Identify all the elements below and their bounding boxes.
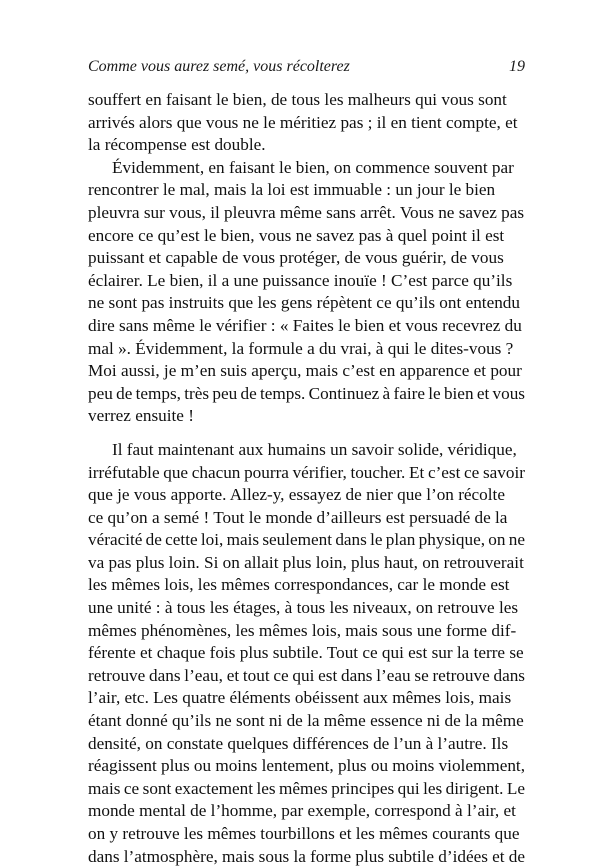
text-line: une unité : à tous les étages, à tous les niveaux, on retrouve les — [88, 598, 519, 618]
paragraph — [88, 89, 525, 157]
text-line: mais ce sont exactement les mêmes principes qui les dirigent. Le — [88, 778, 525, 798]
text-line: ne sont pas instruits que les gens répètent ce qu’ils ont entendu — [88, 293, 520, 313]
text-line: peu de temps, très peu de temps. Continuez à faire le bien et vous — [88, 383, 525, 403]
paragraph — [88, 157, 525, 428]
text-line: Moi aussi, je m’en suis aperçu, mais c’est en apparence et pour — [88, 361, 522, 381]
text-line: dans l’atmosphère, mais sous la forme plus subtile d’idées et de — [88, 846, 525, 866]
text-line: mal ». Évidemment, la formule a du vrai, à qui le dites-vous ? — [88, 338, 514, 358]
text-line: encore ce qu’est le bien, vous ne savez pas à quel point il est — [88, 225, 505, 245]
text-line: pleuvra sur vous, il pleuvra même sans arrêt. Vous ne savez pas — [88, 202, 525, 222]
text-line: dire sans même le vérifier : « Faites le bien et vous recevrez du — [88, 315, 522, 335]
text-line: mêmes phénomènes, les mêmes lois, mais sous une forme dif- — [88, 620, 517, 640]
text-line: les mêmes lois, les mêmes correspondances, car le monde est — [88, 575, 510, 595]
text-line: souffert en faisant le bien, de tous les malheurs qui vous sont — [88, 90, 507, 109]
running-header — [88, 58, 525, 80]
text-line: ce qu’on a semé ! Tout le monde d’ailleurs est persuadé de la — [88, 507, 508, 527]
text-line: rencontrer le mal, mais la loi est immuable : un jour le bien — [88, 180, 496, 200]
text-line: éclairer. Le bien, il a une puissance inouïe ! C’est parce qu’ils — [88, 270, 513, 290]
text-line: irréfutable que chacun pourra vérifier, toucher. Et c’est ce savoir — [88, 462, 525, 482]
text-line: Il faut maintenant aux humains un savoir solide, véridique, — [112, 439, 517, 459]
text-line: retrouve dans l’eau, et tout ce qui est dans l’eau se retrouve dans — [88, 665, 525, 685]
text-line: réagissent plus ou moins lentement, plus ou moins violemment, — [88, 756, 525, 776]
text-line: Évidemment, en faisant le bien, on commence souvent par — [112, 157, 514, 177]
text-line: férente et chaque fois plus subtile. Tout ce qui est sur la terre se — [88, 643, 524, 663]
text-line: verrez ensuite ! — [88, 406, 194, 426]
page-number: 19 — [509, 58, 525, 75]
text-line: puissant et capable de vous protéger, de vous guérir, de vous — [88, 248, 504, 268]
text-line: arrivés alors que vous ne le méritiez pas ; il en tient compte, et — [88, 112, 518, 132]
text-line: l’air, etc. Les quatre éléments obéissent aux mêmes lois, mais — [88, 688, 512, 708]
text-line: la récompense est double. — [88, 135, 266, 155]
text-line: on y retrouve les mêmes tourbillons et les mêmes courants que — [88, 824, 520, 843]
text-line: véracité de cette loi, mais seulement dans le plan physique, on ne — [88, 530, 525, 550]
text-line: que je vous apporte. Allez-y, essayez de nier que l’on récolte — [88, 485, 505, 505]
text-line: étant donné qu’ils ne sont ni de la même essence ni de la même — [88, 711, 524, 731]
text-line: densité, on constate quelques différences de l’un à l’autre. Ils — [88, 733, 509, 753]
body-text — [88, 89, 525, 868]
paragraph — [88, 439, 525, 868]
text-line: monde mental de l’homme, par exemple, correspond à l’air, et — [88, 801, 516, 821]
running-title: Comme vous aurez semé, vous récolterez — [88, 58, 350, 75]
text-line: va pas plus loin. Si on allait plus loin, plus haut, on retrouverait — [88, 552, 524, 572]
